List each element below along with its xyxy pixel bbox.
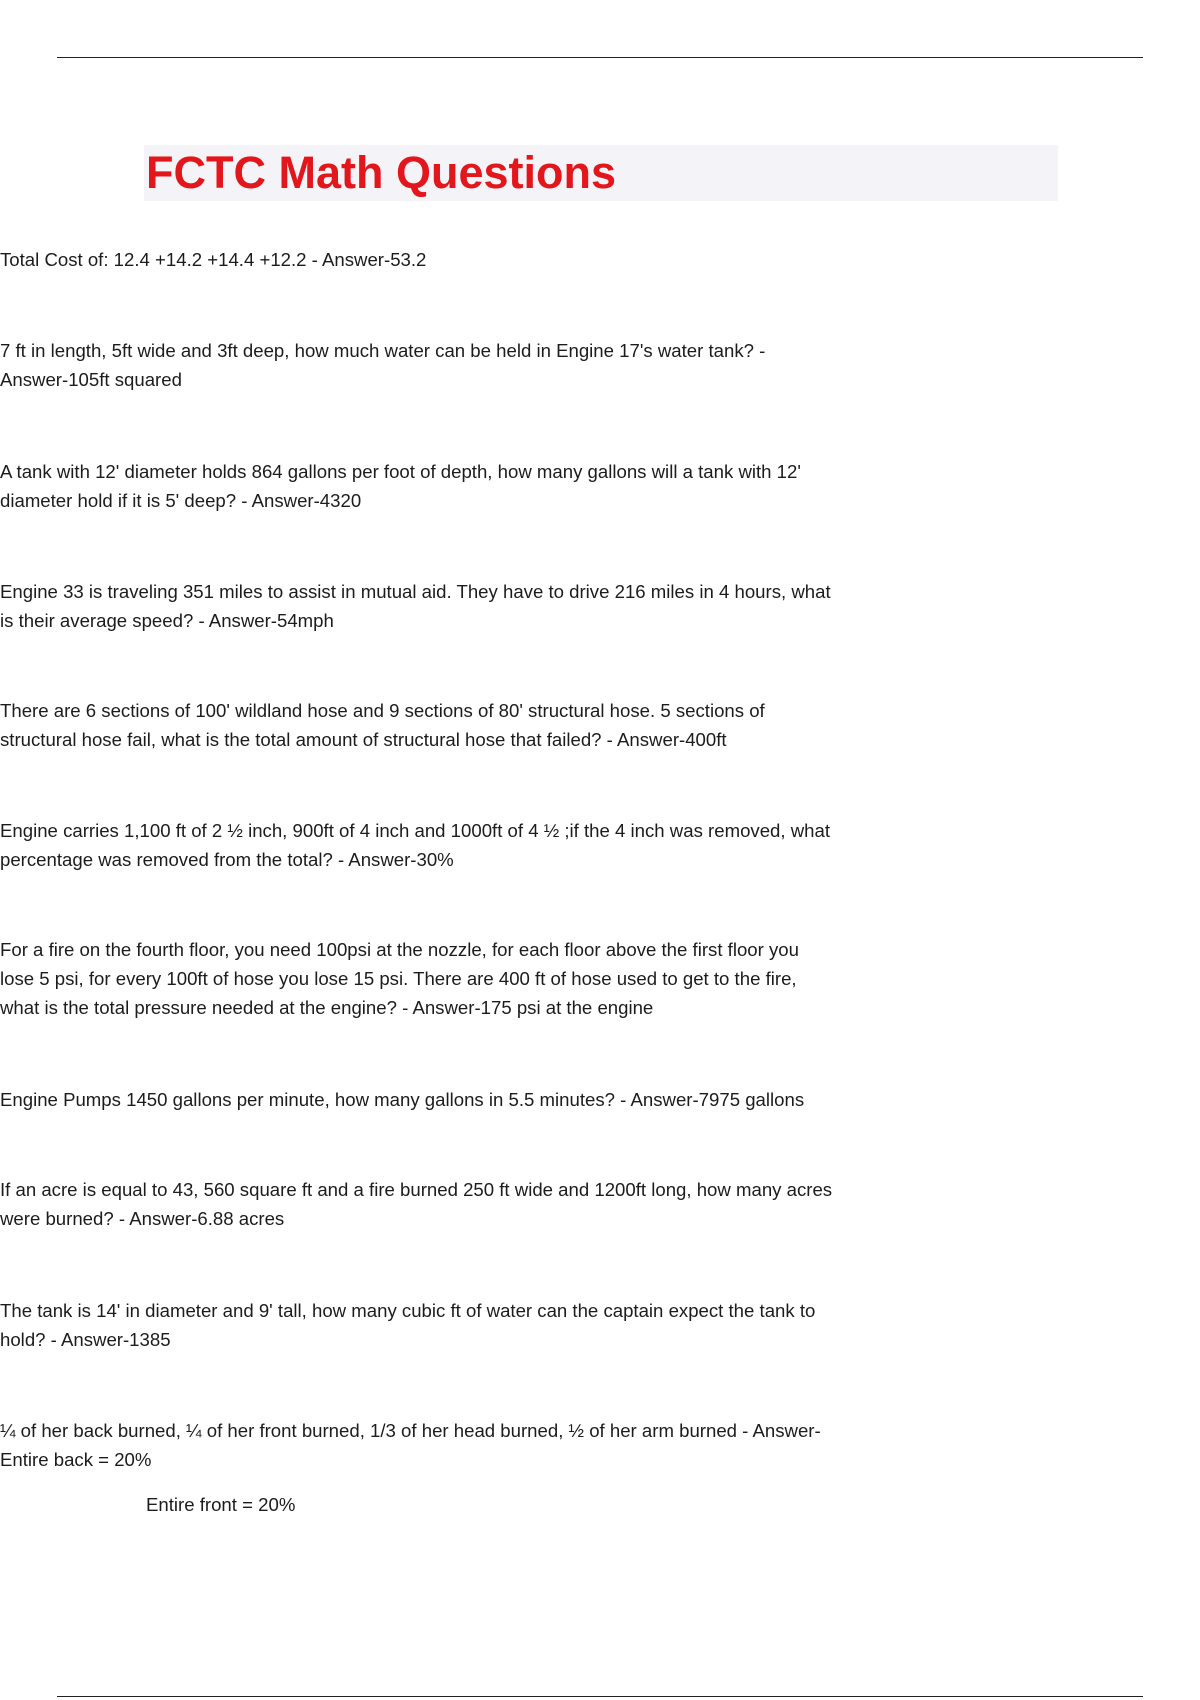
qa-line: structural hose fail, what is the total amount of structural hose that failed? - Answer-400ft bbox=[0, 729, 727, 750]
qa-line: what is the total pressure needed at the engine? - Answer-175 psi at the engine bbox=[0, 997, 654, 1018]
top-rule bbox=[57, 57, 1143, 58]
qa-line: lose 5 psi, for every 100ft of hose you lose 15 psi. There are 400 ft of hose used to get to the fire, bbox=[0, 968, 797, 989]
qa-item-8 bbox=[0, 1085, 920, 1114]
qa-item-6 bbox=[0, 816, 920, 874]
qa-line: hold? - Answer-1385 bbox=[0, 1329, 171, 1350]
qa-line: were burned? - Answer-6.88 acres bbox=[0, 1208, 285, 1229]
qa-line: is their average speed? - Answer-54mph bbox=[0, 610, 334, 631]
qa-line: Engine 33 is traveling 351 miles to assist in mutual aid. They have to drive 216 miles in 4 hours, what bbox=[0, 581, 831, 602]
qa-item-4 bbox=[0, 577, 920, 635]
qa-line: ¼ of her back burned, ¼ of her front burned, 1/3 of her head burned, ½ of her arm burned - Answer- bbox=[0, 1420, 821, 1441]
qa-line: For a fire on the fourth floor, you need 100psi at the nozzle, for each floor above the first floor you bbox=[0, 939, 799, 960]
qa-line: If an acre is equal to 43, 560 square ft and a fire burned 250 ft wide and 1200ft long, how many acres bbox=[0, 1179, 833, 1200]
qa-line: percentage was removed from the total? - Answer-30% bbox=[0, 849, 454, 870]
qa-line: Answer-105ft squared bbox=[0, 369, 182, 390]
qa-line: The tank is 14' in diameter and 9' tall, how many cubic ft of water can the captain expect the tank to bbox=[0, 1300, 816, 1321]
qa-item-5 bbox=[0, 696, 920, 754]
qa-item-3 bbox=[0, 457, 920, 515]
qa-line: Entire back = 20% bbox=[0, 1449, 152, 1470]
qa-line: Engine Pumps 1450 gallons per minute, how many gallons in 5.5 minutes? - Answer-7975 gallons bbox=[0, 1089, 805, 1110]
trailing-line: Entire front = 20% bbox=[146, 1494, 296, 1515]
qa-line: Engine carries 1,100 ft of 2 ½ inch, 900ft of 4 inch and 1000ft of 4 ½ ;if the 4 inch was removed, what bbox=[0, 820, 830, 841]
qa-line: There are 6 sections of 100' wildland hose and 9 sections of 80' structural hose. 5 sections of bbox=[0, 700, 765, 721]
bottom-rule bbox=[57, 1696, 1143, 1697]
qa-item-7 bbox=[0, 935, 920, 1022]
qa-item-10 bbox=[0, 1296, 920, 1354]
document-title: FCTC Math Questions bbox=[146, 147, 616, 198]
qa-line: diameter hold if it is 5' deep? - Answer-4320 bbox=[0, 490, 362, 511]
qa-line: Total Cost of: 12.4 +14.2 +14.4 +12.2 - Answer-53.2 bbox=[0, 249, 427, 270]
qa-item-2 bbox=[0, 336, 920, 394]
qa-item-1 bbox=[0, 245, 920, 274]
qa-item-11 bbox=[0, 1416, 920, 1474]
qa-line: A tank with 12' diameter holds 864 gallons per foot of depth, how many gallons will a tank with 12' bbox=[0, 461, 801, 482]
qa-item-9 bbox=[0, 1175, 920, 1233]
qa-line: 7 ft in length, 5ft wide and 3ft deep, how much water can be held in Engine 17's water tank? - bbox=[0, 340, 766, 361]
